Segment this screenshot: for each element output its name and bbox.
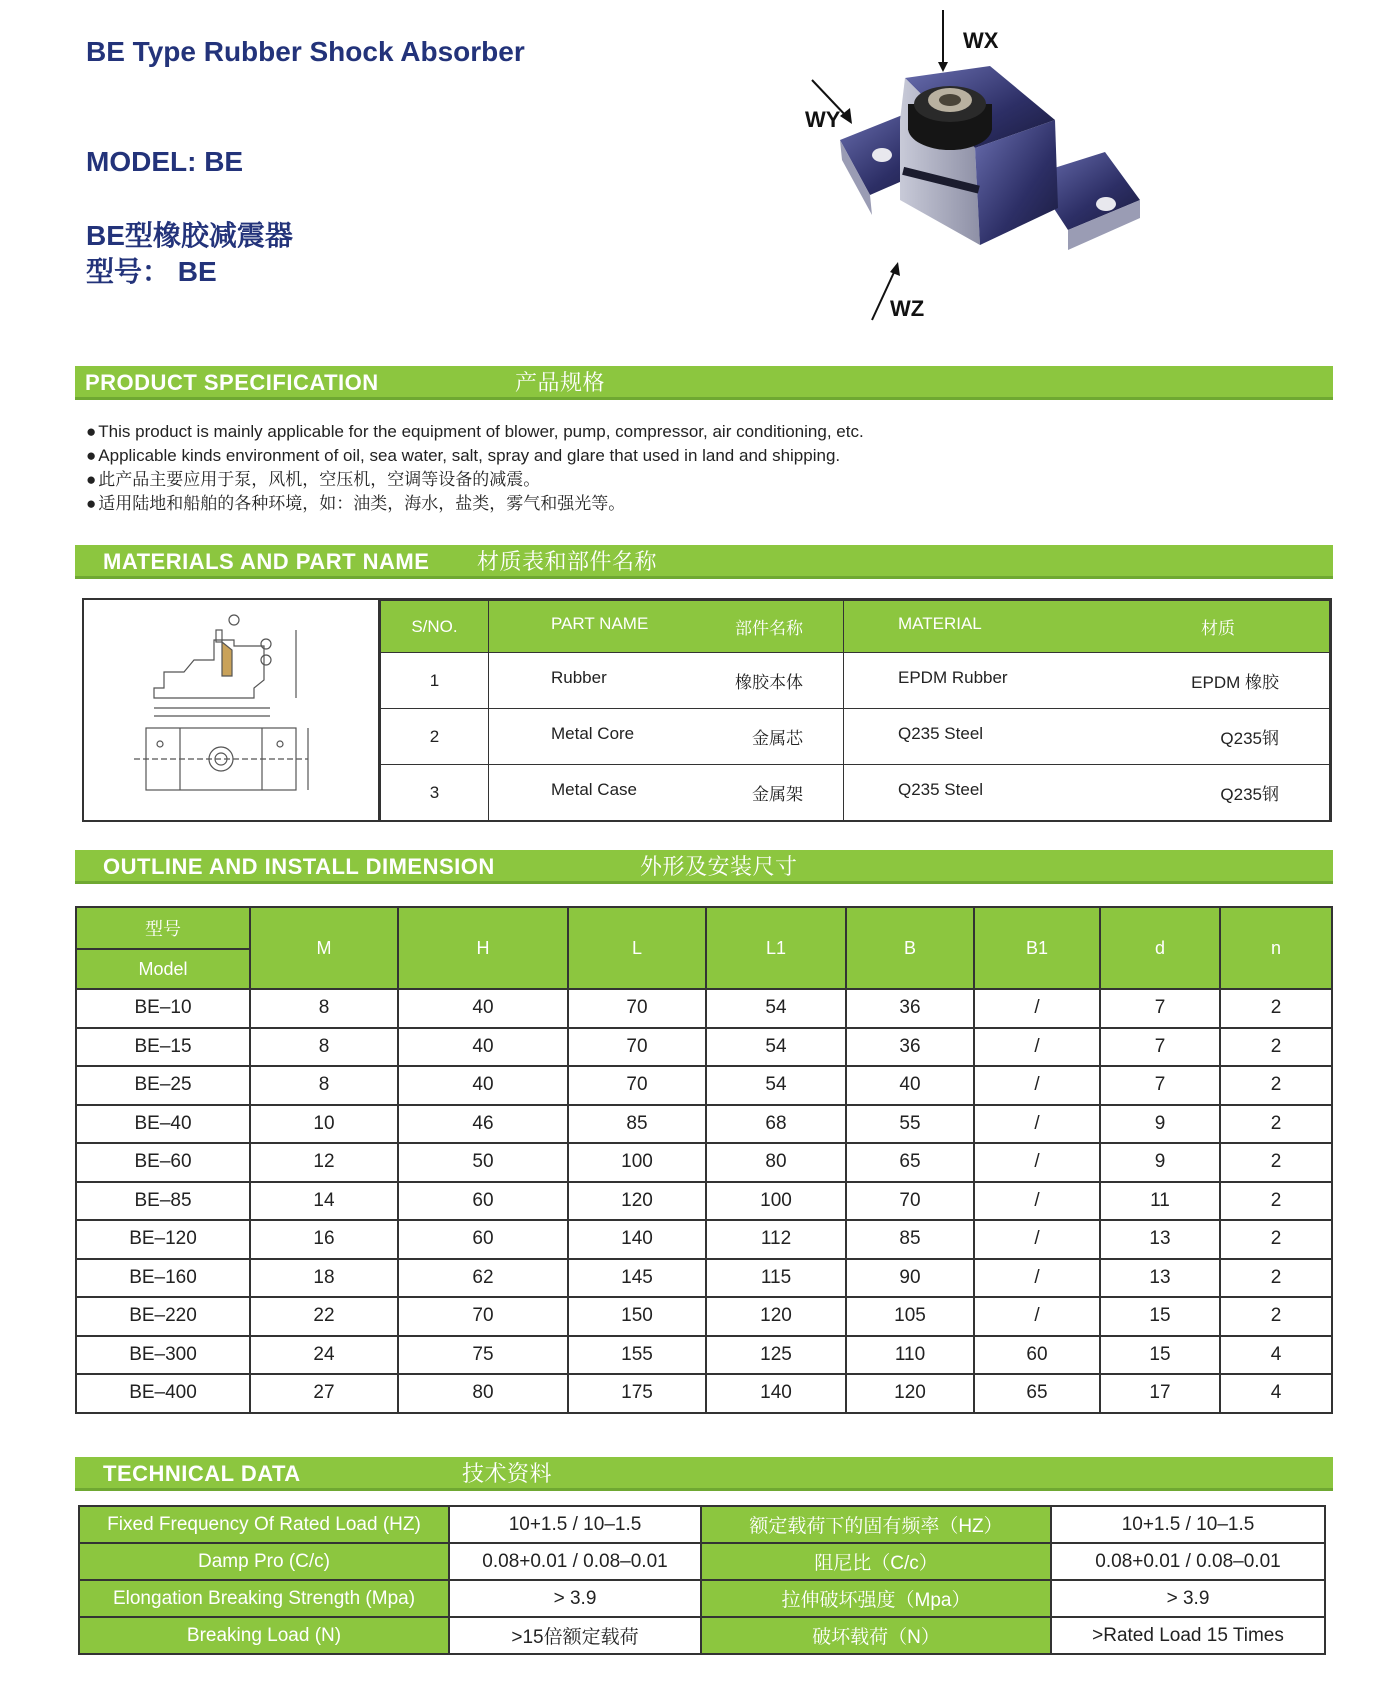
table-row — [79, 1543, 1325, 1580]
cell-model: BE–120 — [76, 1220, 250, 1259]
wx-arrowhead — [938, 62, 948, 72]
list-item: ● Applicable kinds environment of oil, sea water, salt, spray and glare that used in land and shipping. — [86, 444, 864, 468]
section-title-cn: 材质表和部件名称 — [477, 549, 658, 574]
table-row — [76, 1105, 1332, 1144]
cell-model: BE–15 — [76, 1028, 250, 1067]
cell-value: 125 — [706, 1336, 846, 1375]
cell-value: / — [974, 1105, 1100, 1144]
table-row — [76, 1336, 1332, 1375]
cell-material — [844, 653, 1330, 709]
cell-value: 8 — [250, 1066, 398, 1105]
cell-value: 150 — [568, 1297, 706, 1336]
cell-value: 60 — [974, 1336, 1100, 1375]
rubber-section — [222, 642, 232, 676]
left-bolt-hole — [872, 148, 892, 162]
cell-value: 2 — [1220, 1297, 1332, 1336]
cell-value: 17 — [1100, 1374, 1220, 1413]
cell-value: 4 — [1220, 1336, 1332, 1375]
wz-label: WZ — [890, 296, 925, 321]
cell-value: / — [974, 1028, 1100, 1067]
cell-sno: 2 — [381, 709, 489, 765]
header-col: L1 — [706, 907, 846, 989]
technical-drawing — [84, 600, 380, 820]
cell-material-pair — [844, 668, 1329, 693]
cell-value: / — [974, 989, 1100, 1028]
cell-value: 40 — [398, 1028, 568, 1067]
cell-value: 112 — [706, 1220, 846, 1259]
header-col: B — [846, 907, 974, 989]
cell-value: 13 — [1100, 1220, 1220, 1259]
wz-arrowhead — [890, 262, 900, 276]
tech-value-cn: > 3.9 — [1051, 1580, 1325, 1617]
cell-value: / — [974, 1220, 1100, 1259]
cell-part-en: Metal Case — [551, 780, 637, 799]
dimension-table — [75, 906, 1333, 1414]
cell-value: 36 — [846, 1028, 974, 1067]
cell-value: 90 — [846, 1259, 974, 1298]
cell-sno: 3 — [381, 765, 489, 821]
side-view-outline — [154, 640, 264, 698]
cell-part — [489, 709, 844, 765]
cell-value: 85 — [568, 1105, 706, 1144]
cell-value: 36 — [846, 989, 974, 1028]
cell-mat-cn: Q235钢 — [1220, 785, 1279, 804]
cell-value: 2 — [1220, 1259, 1332, 1298]
dimension-table-body — [76, 989, 1332, 1413]
cell-value: 18 — [250, 1259, 398, 1298]
table-row — [76, 1182, 1332, 1221]
header-col: M — [250, 907, 398, 989]
cell-model: BE–25 — [76, 1066, 250, 1105]
cell-value: 2 — [1220, 1143, 1332, 1182]
table-row — [76, 1220, 1332, 1259]
list-item: ● 适用陆地和船舶的各种环境，如：油类，海水，盐类，雾气和强光等。 — [86, 492, 864, 516]
cell-value: 2 — [1220, 989, 1332, 1028]
cell-value: 70 — [568, 1028, 706, 1067]
cell-value: 120 — [568, 1182, 706, 1221]
cell-value: 145 — [568, 1259, 706, 1298]
cell-value: 2 — [1220, 1028, 1332, 1067]
section-title-en: OUTLINE AND INSTALL DIMENSION — [103, 854, 495, 879]
table-row — [76, 1143, 1332, 1182]
cell-value: 13 — [1100, 1259, 1220, 1298]
cell-mat-cn: EPDM 橡胶 — [1191, 673, 1279, 692]
drawing-svg — [84, 600, 380, 820]
cell-value: 62 — [398, 1259, 568, 1298]
cell-part-en: Metal Core — [551, 724, 635, 743]
tech-label-en: Fixed Frequency Of Rated Load (HZ) — [79, 1506, 449, 1543]
cell-value: 11 — [1100, 1182, 1220, 1221]
cell-model: BE–40 — [76, 1105, 250, 1144]
cell-mat-en: Q235 Steel — [898, 724, 984, 743]
tech-label-cn: 额定载荷下的固有频率（HZ） — [701, 1506, 1051, 1543]
cell-value: 140 — [706, 1374, 846, 1413]
cell-model: BE–60 — [76, 1143, 250, 1182]
cell-value: 50 — [398, 1143, 568, 1182]
tech-value-en: 10+1.5 / 10–1.5 — [449, 1506, 701, 1543]
tech-value-cn: 10+1.5 / 10–1.5 — [1051, 1506, 1325, 1543]
cell-value: 14 — [250, 1182, 398, 1221]
section-band-technical — [75, 1457, 1333, 1491]
cell-material — [844, 709, 1330, 765]
cell-model: BE–220 — [76, 1297, 250, 1336]
section-title-en: MATERIALS AND PART NAME — [103, 549, 430, 574]
section-title-en: PRODUCT SPECIFICATION — [85, 370, 379, 395]
cell-value: 8 — [250, 989, 398, 1028]
cell-value: 155 — [568, 1336, 706, 1375]
cell-value: 12 — [250, 1143, 398, 1182]
tech-value-en: > 3.9 — [449, 1580, 701, 1617]
cell-value: 15 — [1100, 1336, 1220, 1375]
header-model-cn: 型号 — [76, 907, 250, 949]
cell-model: BE–85 — [76, 1182, 250, 1221]
table-row — [76, 1297, 1332, 1336]
cell-value: 40 — [398, 989, 568, 1028]
callout-1 — [261, 639, 271, 649]
cell-value: 27 — [250, 1374, 398, 1413]
cell-value: 70 — [568, 989, 706, 1028]
cell-model: BE–300 — [76, 1336, 250, 1375]
tech-value-en: >15倍额定载荷 — [449, 1617, 701, 1654]
tech-label-en: Breaking Load (N) — [79, 1617, 449, 1654]
right-bolt-hole — [1096, 197, 1116, 211]
cell-value: 85 — [846, 1220, 974, 1259]
header-model-en: Model — [76, 949, 250, 989]
section-title-en: TECHNICAL DATA — [103, 1461, 301, 1486]
list-item: ● 此产品主要应用于泵，风机，空压机，空调等设备的减震。 — [86, 468, 864, 492]
cell-value: 100 — [706, 1182, 846, 1221]
cell-value: 140 — [568, 1220, 706, 1259]
cell-value: 24 — [250, 1336, 398, 1375]
header-col: H — [398, 907, 568, 989]
table-row — [76, 1374, 1332, 1413]
cell-model: BE–160 — [76, 1259, 250, 1298]
list-item: ● This product is mainly applicable for the equipment of blower, pump, compressor, air conditioning, etc. — [86, 420, 864, 444]
cell-value: 110 — [846, 1336, 974, 1375]
cell-value: 15 — [1100, 1297, 1220, 1336]
cell-value: 2 — [1220, 1066, 1332, 1105]
product-photo — [800, 0, 1200, 340]
cell-mat-en: EPDM Rubber — [898, 668, 1008, 687]
cell-part — [489, 765, 844, 821]
cell-part-pair — [489, 724, 843, 749]
tech-label-en: Elongation Breaking Strength (Mpa) — [79, 1580, 449, 1617]
cell-part-en: Rubber — [551, 668, 607, 687]
table-row — [381, 653, 1330, 709]
cell-material — [844, 765, 1330, 821]
materials-table-wrapper — [82, 598, 1332, 822]
header-material — [844, 601, 1330, 653]
materials-table — [380, 600, 1330, 821]
cell-value: 10 — [250, 1105, 398, 1144]
cell-value: / — [974, 1182, 1100, 1221]
cell-value: 68 — [706, 1105, 846, 1144]
cell-value: 54 — [706, 1066, 846, 1105]
cell-value: 60 — [398, 1182, 568, 1221]
table-row — [79, 1580, 1325, 1617]
header-mat-cn: 材质 — [1201, 619, 1235, 638]
cell-value: 2 — [1220, 1182, 1332, 1221]
header-col: d — [1100, 907, 1220, 989]
section-band-materials — [75, 545, 1333, 579]
cell-part-cn: 金属芯 — [752, 729, 803, 748]
cell-sno: 1 — [381, 653, 489, 709]
callout-2 — [229, 615, 239, 625]
cell-value: 46 — [398, 1105, 568, 1144]
cell-mat-en: Q235 Steel — [898, 780, 984, 799]
cell-model: BE–10 — [76, 989, 250, 1028]
model-cn-line: 型号： BE — [86, 256, 217, 287]
table-row — [76, 1259, 1332, 1298]
tech-label-cn: 阻尼比（C/c） — [701, 1543, 1051, 1580]
header-part-en: PART NAME — [551, 614, 649, 633]
section-title-cn: 技术资料 — [462, 1461, 553, 1486]
cell-value: 2 — [1220, 1220, 1332, 1259]
cell-value: 115 — [706, 1259, 846, 1298]
cell-model: BE–400 — [76, 1374, 250, 1413]
cell-value: / — [974, 1143, 1100, 1182]
cell-value: 7 — [1100, 1028, 1220, 1067]
cell-value: 55 — [846, 1105, 974, 1144]
cell-value: 70 — [398, 1297, 568, 1336]
tech-value-en: 0.08+0.01 / 0.08–0.01 — [449, 1543, 701, 1580]
cell-value: 75 — [398, 1336, 568, 1375]
section-band-outline — [75, 850, 1333, 884]
cell-value: 16 — [250, 1220, 398, 1259]
cell-value: 54 — [706, 1028, 846, 1067]
cell-value: 4 — [1220, 1374, 1332, 1413]
tech-value-cn: >Rated Load 15 Times — [1051, 1617, 1325, 1654]
spec-bullet-list — [86, 420, 864, 516]
header-part-name — [489, 601, 844, 653]
cell-value: 2 — [1220, 1105, 1332, 1144]
tech-label-cn: 拉伸破坏强度（Mpa） — [701, 1580, 1051, 1617]
cell-value: 9 — [1100, 1143, 1220, 1182]
table-row — [79, 1506, 1325, 1543]
wx-label: WX — [963, 28, 999, 53]
cell-value: 65 — [846, 1143, 974, 1182]
table-row — [76, 1028, 1332, 1067]
cell-part-pair — [489, 668, 843, 693]
header-material-pair — [844, 614, 1329, 639]
cell-part-pair — [489, 780, 843, 805]
wy-label: WY — [805, 107, 841, 132]
cell-value: 40 — [398, 1066, 568, 1105]
header-part-cn: 部件名称 — [735, 619, 803, 638]
tech-label-cn: 破坏载荷（N） — [701, 1617, 1051, 1654]
cell-part-cn: 金属架 — [752, 785, 803, 804]
cell-value: 7 — [1100, 1066, 1220, 1105]
cell-value: 80 — [706, 1143, 846, 1182]
model-label: MODEL: BE — [86, 146, 244, 177]
cell-mat-cn: Q235钢 — [1220, 729, 1279, 748]
mount-hole-left — [157, 741, 163, 747]
cell-value: 54 — [706, 989, 846, 1028]
header-sno: S/NO. — [381, 601, 489, 653]
cell-value: 70 — [568, 1066, 706, 1105]
cell-part — [489, 653, 844, 709]
section-title-cn: 产品规格 — [515, 370, 606, 395]
cell-part-cn: 橡胶本体 — [735, 673, 803, 692]
cell-value: 80 — [398, 1374, 568, 1413]
cell-value: 175 — [568, 1374, 706, 1413]
cell-value: 7 — [1100, 989, 1220, 1028]
cell-value: 9 — [1100, 1105, 1220, 1144]
cell-value: 105 — [846, 1297, 974, 1336]
header-mat-en: MATERIAL — [898, 614, 982, 633]
cell-material-pair — [844, 724, 1329, 749]
cell-value: 40 — [846, 1066, 974, 1105]
header-part-name-pair — [489, 614, 843, 639]
cell-value: 100 — [568, 1143, 706, 1182]
cell-value: 8 — [250, 1028, 398, 1067]
technical-table — [78, 1505, 1326, 1655]
page-title: BE Type Rubber Shock Absorber — [86, 36, 525, 67]
cell-value: / — [974, 1066, 1100, 1105]
callout-3 — [261, 655, 271, 665]
table-header-row — [381, 601, 1330, 653]
cell-value: 22 — [250, 1297, 398, 1336]
table-row — [79, 1617, 1325, 1654]
table-row — [76, 1066, 1332, 1105]
tech-label-en: Damp Pro (C/c) — [79, 1543, 449, 1580]
tech-value-cn: 0.08+0.01 / 0.08–0.01 — [1051, 1543, 1325, 1580]
cell-value: 120 — [706, 1297, 846, 1336]
header-col: n — [1220, 907, 1332, 989]
cell-value: 65 — [974, 1374, 1100, 1413]
cell-value: / — [974, 1259, 1100, 1298]
cell-value: 60 — [398, 1220, 568, 1259]
header-col: L — [568, 907, 706, 989]
cell-value: / — [974, 1297, 1100, 1336]
cell-value: 120 — [846, 1374, 974, 1413]
cell-value: 70 — [846, 1182, 974, 1221]
table-header-row — [76, 907, 1332, 949]
table-row — [76, 989, 1332, 1028]
table-row — [381, 709, 1330, 765]
thread-hole — [939, 94, 961, 106]
header-col: B1 — [974, 907, 1100, 989]
table-row — [381, 765, 1330, 821]
title-cn-line: BE型橡胶减震器 — [86, 220, 293, 251]
cell-material-pair — [844, 780, 1329, 805]
section-band-spec — [75, 366, 1333, 400]
mount-hole-right — [277, 741, 283, 747]
section-title-cn: 外形及安装尺寸 — [640, 854, 798, 879]
page-title-cn — [86, 218, 293, 290]
